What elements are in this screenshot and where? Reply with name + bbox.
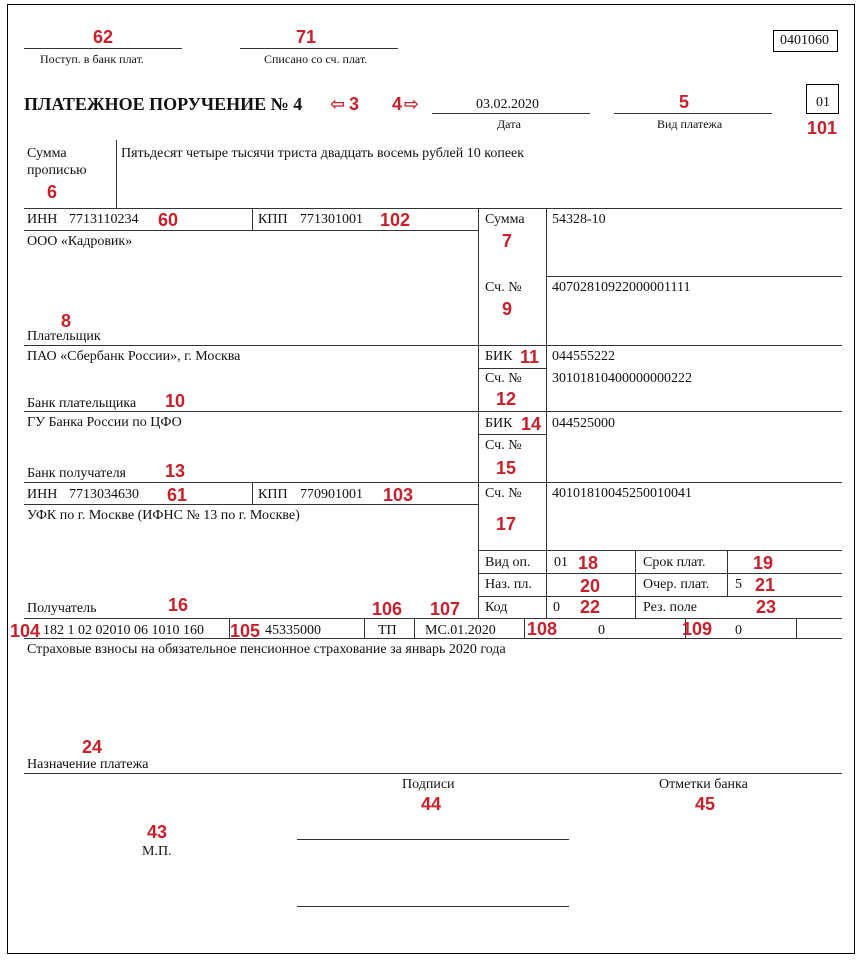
payment-type-label: Вид платежа (657, 117, 723, 131)
amount-words-divider (116, 140, 117, 208)
doc-date-value: 0 (735, 623, 742, 638)
marker-62: 62 (93, 27, 114, 47)
payer-kpp-value: 771301001 (300, 212, 363, 227)
recipient-label: Получатель (27, 601, 97, 616)
payer-label: Плательщик (27, 329, 101, 344)
marker-6: 6 (47, 182, 58, 202)
marker-19: 19 (753, 553, 774, 573)
bank-marks-label: Отметки банка (659, 777, 748, 792)
tax-divider (524, 618, 525, 638)
grid-line (24, 482, 842, 483)
marker-22: 22 (580, 597, 601, 617)
marker-106: 106 (372, 599, 403, 619)
recipient-bank-bik-value: 044525000 (552, 416, 615, 431)
marker-17: 17 (496, 514, 517, 534)
payer-bank-label: Банк плательщика (27, 396, 137, 411)
amount-words-value: Пятьдесят четыре тысячи триста двадцать восемь рублей 10 копеек (121, 146, 525, 161)
grid-line (478, 550, 842, 551)
status-box (806, 84, 839, 114)
oktmo-value: 45335000 (265, 623, 321, 638)
received-line (24, 48, 182, 49)
recipient-kpp-value: 770901001 (300, 487, 363, 502)
debited-label: Списано со сч. плат. (264, 52, 368, 66)
date-label: Дата (497, 117, 521, 131)
payer-bank-name: ПАО «Сбербанк России», г. Москва (27, 349, 241, 364)
marker-60: 60 (158, 210, 179, 230)
recipient-inn-label: ИНН (27, 487, 58, 502)
marker-9: 9 (502, 299, 513, 319)
signatures-label: Подписи (402, 777, 455, 792)
document-title: ПЛАТЕЖНОЕ ПОРУЧЕНИЕ № 4 (24, 94, 303, 114)
marker-11: 11 (520, 347, 540, 367)
payer-inn-value: 7713110234 (69, 212, 139, 227)
grid-line (478, 368, 546, 369)
form-code-box (773, 30, 838, 52)
arrow-left-icon: ⇦ (330, 94, 346, 114)
recipient-inn-value: 7713034630 (69, 487, 139, 502)
recipient-bank-bik-label: БИК (485, 416, 513, 431)
marker-102: 102 (380, 210, 411, 230)
marker-7: 7 (502, 231, 513, 251)
payer-bank-account-value: 30101810400000000222 (552, 371, 692, 386)
date-value: 03.02.2020 (476, 97, 539, 112)
marker-10: 10 (165, 391, 186, 411)
marker-13: 13 (165, 461, 186, 481)
op-type-value: 01 (554, 555, 568, 570)
payer-bank-account-label: Сч. № (485, 371, 522, 386)
marker-44: 44 (421, 794, 442, 814)
tax-divider (364, 618, 365, 638)
marker-24: 24 (82, 737, 103, 757)
operation-divider-2 (727, 550, 728, 596)
grid-divider-main (478, 208, 479, 618)
marker-107: 107 (430, 599, 461, 619)
marker-5: 5 (679, 92, 690, 112)
payer-bank-bik-value: 044555222 (552, 349, 615, 364)
payer-account-value: 40702810922000001111 (552, 280, 691, 295)
marker-4: 4 (392, 94, 403, 114)
deadline-label: Срок плат. (643, 555, 706, 570)
grid-line (478, 596, 842, 597)
payer-kpp-label: КПП (258, 212, 288, 227)
form-code: 0401060 (780, 33, 829, 48)
code-label: Код (485, 600, 508, 615)
grid-line (24, 773, 842, 774)
marker-8: 8 (61, 311, 72, 331)
recipient-bank-name: ГУ Банка России по ЦФО (27, 415, 182, 430)
marker-3: 3 (349, 94, 360, 114)
signature-line-2 (297, 906, 569, 907)
grid-line (24, 208, 842, 209)
marker-43: 43 (147, 822, 168, 842)
marker-103: 103 (383, 485, 414, 505)
marker-104: 104 (10, 621, 41, 641)
signature-line-1 (297, 839, 569, 840)
op-type-label: Вид оп. (485, 555, 531, 570)
marker-45: 45 (695, 794, 716, 814)
grid-line (478, 573, 842, 574)
arrow-right-icon: ⇨ (404, 94, 420, 114)
grid-line (24, 230, 478, 231)
recipient-kpp-divider (252, 482, 253, 504)
marker-21: 21 (755, 575, 776, 595)
recipient-account-label: Сч. № (485, 486, 522, 501)
code-value: 0 (553, 600, 560, 615)
tax-divider (796, 618, 797, 638)
payer-name: ООО «Кадровик» (27, 234, 133, 249)
marker-105: 105 (230, 621, 261, 641)
grid-divider-values (546, 208, 547, 618)
marker-23: 23 (756, 597, 777, 617)
payer-inn-label: ИНН (27, 212, 58, 227)
purpose-label: Назначение платежа (27, 757, 149, 772)
queue-label: Очер. плат. (643, 577, 710, 592)
status-code: 01 (816, 95, 830, 110)
marker-109: 109 (682, 619, 713, 639)
doc-number-value: 0 (598, 623, 605, 638)
marker-61: 61 (167, 485, 188, 505)
debited-line (240, 48, 398, 49)
marker-108: 108 (527, 619, 558, 639)
grid-line (24, 345, 842, 346)
recipient-kpp-label: КПП (258, 487, 288, 502)
recipient-name: УФК по г. Москве (ИФНС № 13 по г. Москве) (27, 508, 300, 523)
payment-type-line (614, 113, 772, 114)
recipient-bank-account-label: Сч. № (485, 438, 522, 453)
grid-line (24, 411, 842, 412)
queue-value: 5 (735, 577, 742, 592)
reserve-label: Рез. поле (643, 600, 698, 615)
purpose-text: Страховые взносы на обязательное пенсионное страхование за январь 2020 года (27, 642, 506, 657)
recipient-bank-label: Банк получателя (27, 466, 126, 481)
marker-14: 14 (521, 414, 542, 434)
basis-value: ТП (378, 623, 397, 638)
operation-divider (635, 550, 636, 618)
grid-line (478, 434, 546, 435)
payer-kpp-divider (252, 208, 253, 230)
marker-101: 101 (807, 118, 838, 138)
marker-16: 16 (168, 595, 189, 615)
tax-divider (414, 618, 415, 638)
amount-words-label-2: прописью (27, 163, 87, 178)
recipient-account-value: 40101810045250010041 (552, 486, 692, 501)
kbk-value: 182 1 02 02010 06 1010 160 (43, 623, 204, 638)
marker-20: 20 (580, 576, 601, 596)
marker-15: 15 (496, 458, 517, 478)
period-value: МС.01.2020 (425, 623, 496, 638)
marker-18: 18 (578, 553, 599, 573)
payer-account-label: Сч. № (485, 280, 522, 295)
payer-bank-bik-label: БИК (485, 349, 513, 364)
marker-71: 71 (296, 27, 317, 47)
stamp-label: М.П. (142, 844, 172, 859)
amount-words-label-1: Сумма (27, 146, 67, 161)
date-line (432, 113, 590, 114)
grid-line (546, 276, 842, 277)
sum-label: Сумма (485, 212, 525, 227)
received-label: Поступ. в банк плат. (40, 52, 144, 66)
purpose-code-label: Наз. пл. (485, 577, 532, 592)
marker-12: 12 (496, 389, 517, 409)
sum-value: 54328-10 (552, 212, 606, 227)
